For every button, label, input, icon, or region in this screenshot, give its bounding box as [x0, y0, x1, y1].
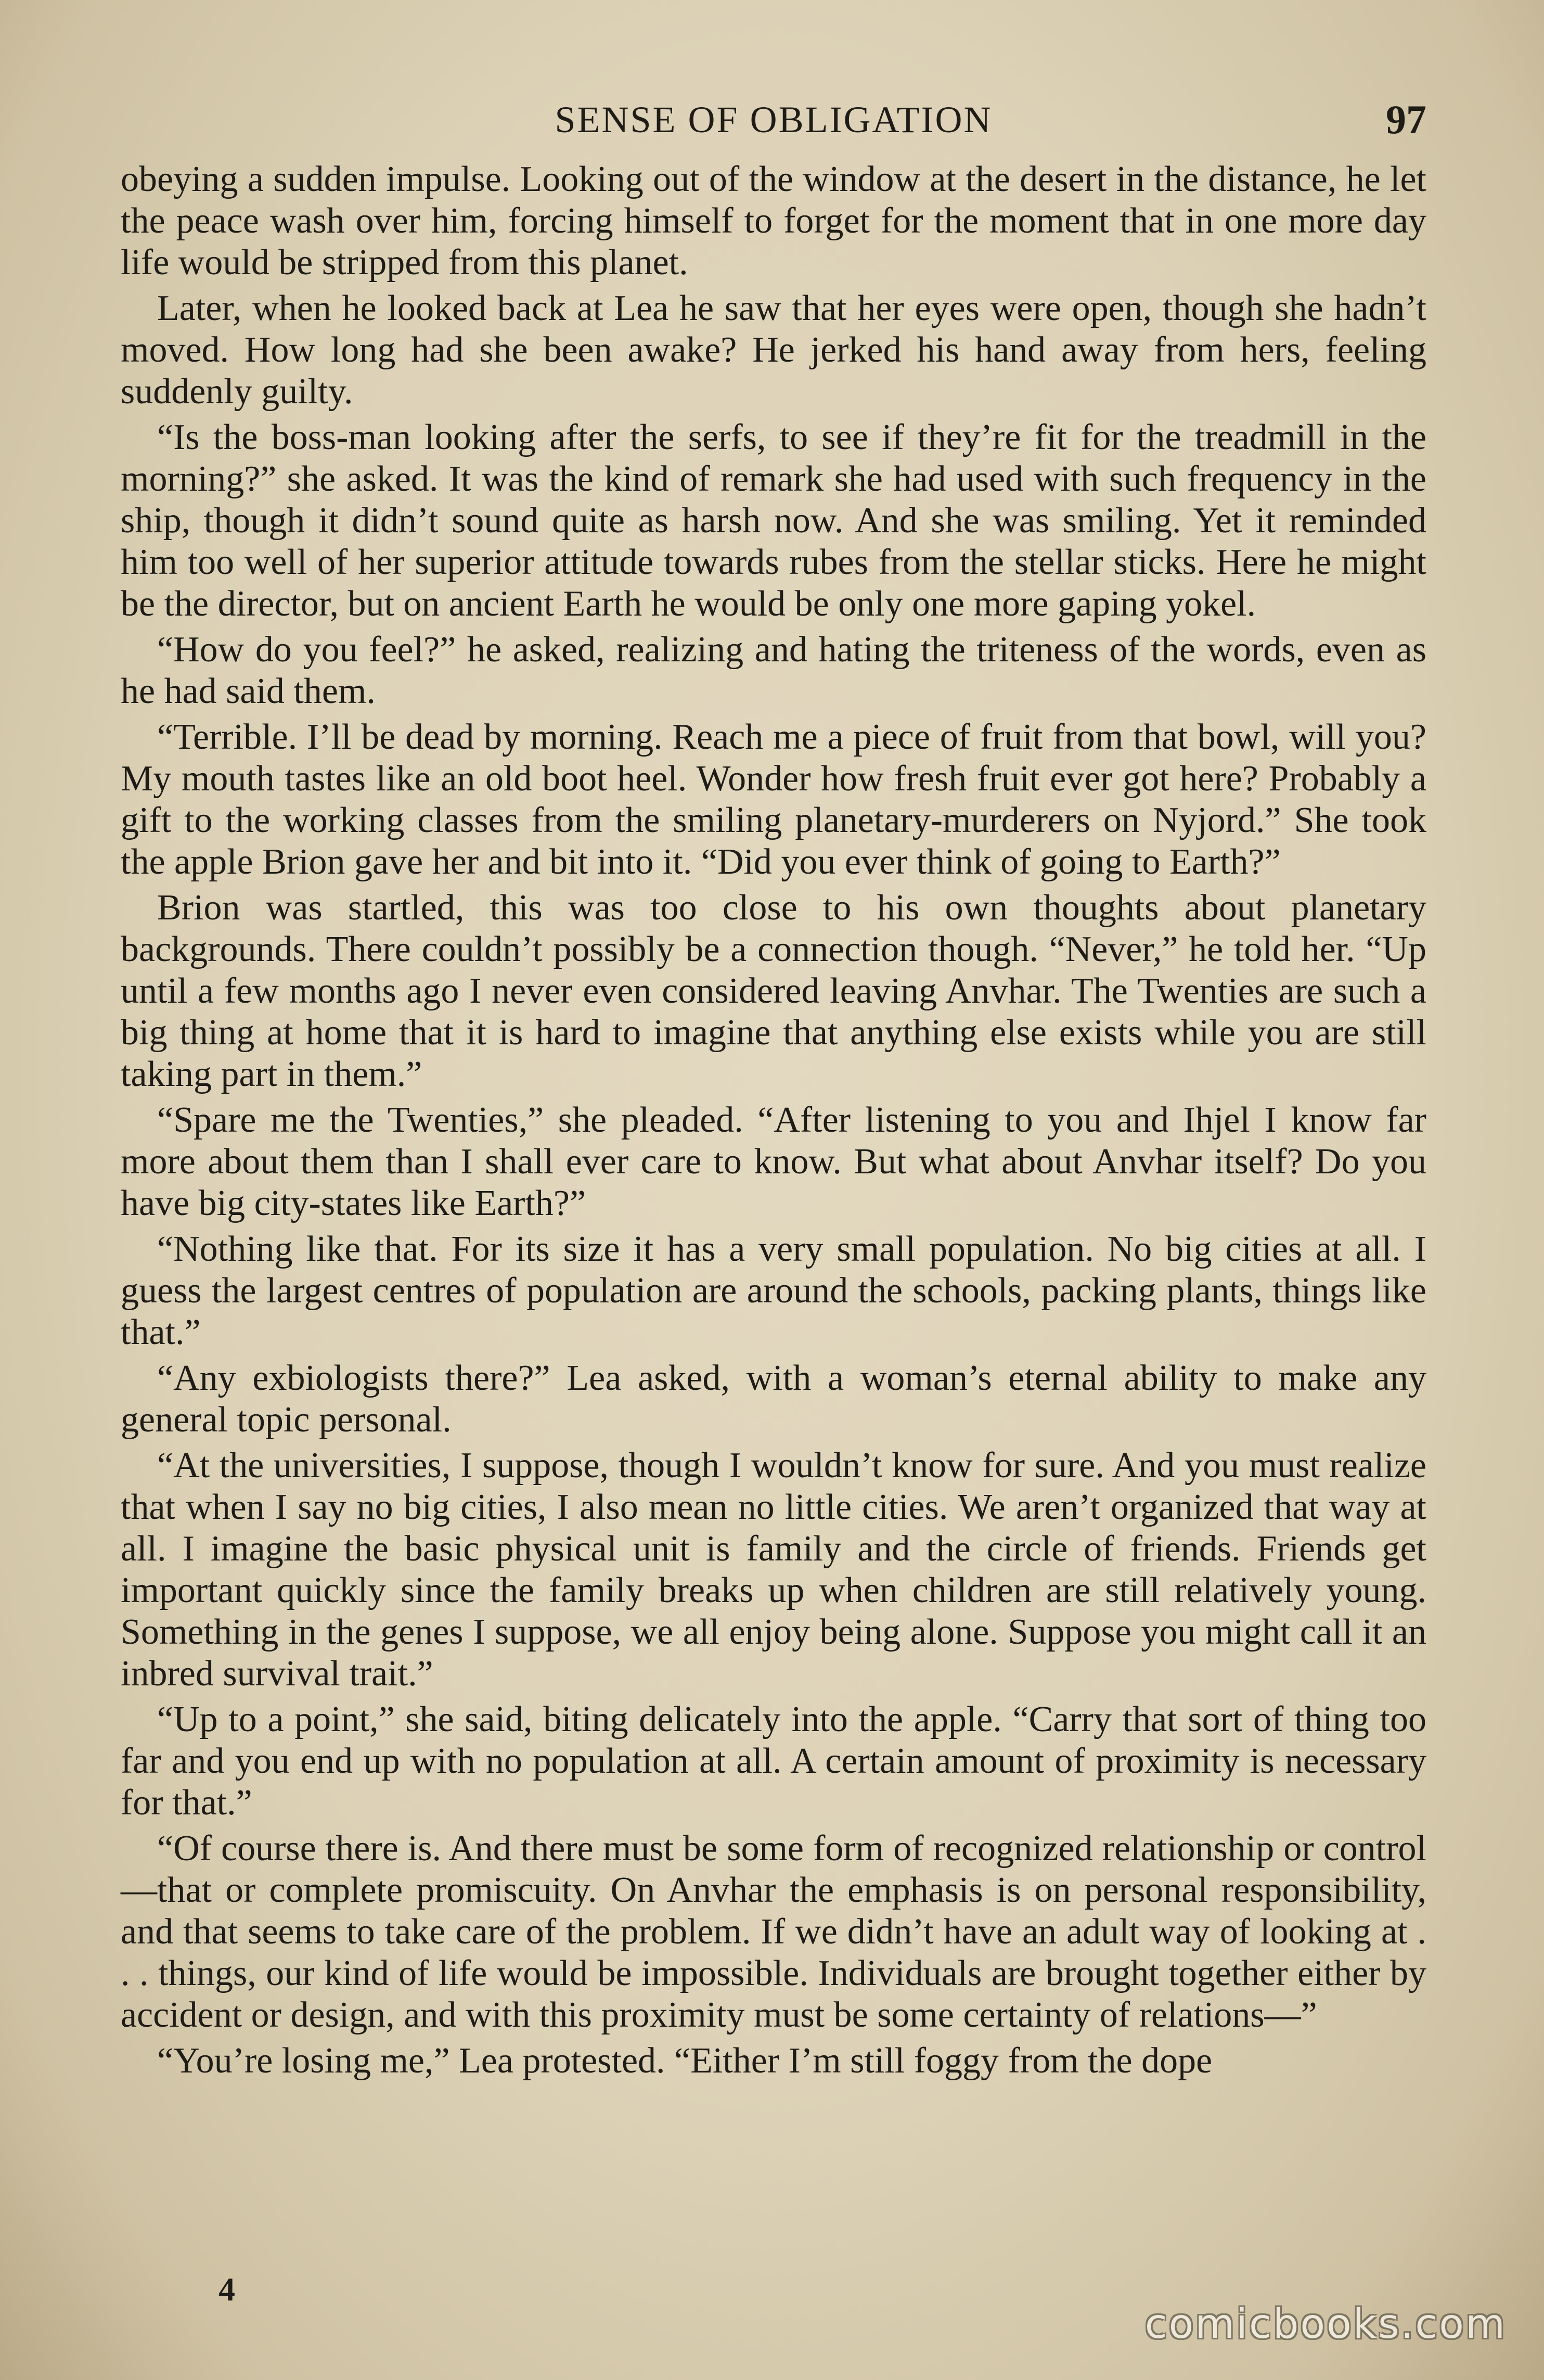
watermark: comicbooks.com [1144, 2301, 1507, 2348]
body-text [121, 159, 1426, 2086]
paragraph: “At the universities, I suppose, though I wouldn’t know for sure. And you must realize that when I say no big cities, I also mean no little cities. We aren’t organized that way at all. I imagine the basic physical unit is family and the circle of friends. Friends get important quickly since the family breaks up when children are still relatively young. Something in the genes I suppose, we all enjoy being alone. Suppose you might call it an inbred survival trait.” [121, 1445, 1426, 1694]
paragraph: “Spare me the Twenties,” she pleaded. “After listening to you and Ihjel I know far more about them than I shall ever care to know. But what about Anvhar itself? Do you have big city-states like Earth?” [121, 1100, 1426, 1223]
paragraph: Brion was startled, this was too close to his own thoughts about planetary backgrounds. There couldn’t possibly be a connection though. “Never,” he told her. “Up until a few months ago I never even considered leaving Anvhar. The Twenties are such a big thing at home that it is hard to imagine that anything else exists while you are still taking part in them.” [121, 888, 1426, 1094]
paragraph: “How do you feel?” he asked, realizing and hating the triteness of the words, even as he had said them. [121, 630, 1426, 711]
paragraph: “You’re losing me,” Lea protested. “Either I’m still foggy from the dope [157, 2041, 1213, 2081]
paragraph: “Any exbiologists there?” Lea asked, with a woman’s eternal ability to make any general topic personal. [121, 1358, 1426, 1440]
paragraph: “Terrible. I’ll be dead by morning. Reach me a piece of fruit from that bowl, will you? My mouth tastes like an old boot heel. Wonder how fresh fruit ever got here? Probably a gift to the working classes from the smiling planetary-murderers on Nyjord.” She took the apple Brion gave her and bit into it. “Did you ever think of going to Earth?” [121, 717, 1426, 882]
paragraph: Later, when he looked back at Lea he saw that her eyes were open, though she hadn’t moved. How long had she been awake? He jerked his hand away from hers, feeling suddenly guilty. [121, 288, 1426, 412]
paragraph: “Up to a point,” she said, biting delicately into the apple. “Carry that sort of thing too far and you end up with no population at all. A certain amount of proximity is necessary for that.” [121, 1699, 1426, 1823]
signature-mark: 4 [218, 2271, 235, 2308]
paragraph: “Of course there is. And there must be some form of recognized relationship or control—that or complete promiscuity. On Anvhar the emphasis is on personal responsibility, and that seems to take care of the problem. If we didn’t have an adult way of looking at . . . things, our kind of life would be impossible. Individuals are brought together either by accident or design, and with this proximity must be some certainty of relations—” [121, 1828, 1426, 2035]
page-header [121, 91, 1426, 148]
page-number: 97 [1386, 97, 1426, 142]
paragraph: obeying a sudden impulse. Looking out of the window at the desert in the distance, he let the peace wash over him, forcing himself to forget for the moment that in one more day life would be stripped from this planet. [121, 159, 1426, 283]
running-title: SENSE OF OBLIGATION [555, 99, 993, 140]
paragraph: “Nothing like that. For its size it has a very small population. No big cities at all. I guess the largest centres of population are around the schools, packing plants, things like that.” [121, 1229, 1426, 1352]
paragraph: “Is the boss-man looking after the serfs, to see if they’re fit for the treadmill in the morning?” she asked. It was the kind of remark she had used with such frequency in the ship, though it didn’t sound quite as harsh now. And she was smiling. Yet it reminded him too well of her superior attitude towards rubes from the stellar sticks. Here he might be the director, but on ancient Earth he would be only one more gaping yokel. [121, 417, 1426, 624]
